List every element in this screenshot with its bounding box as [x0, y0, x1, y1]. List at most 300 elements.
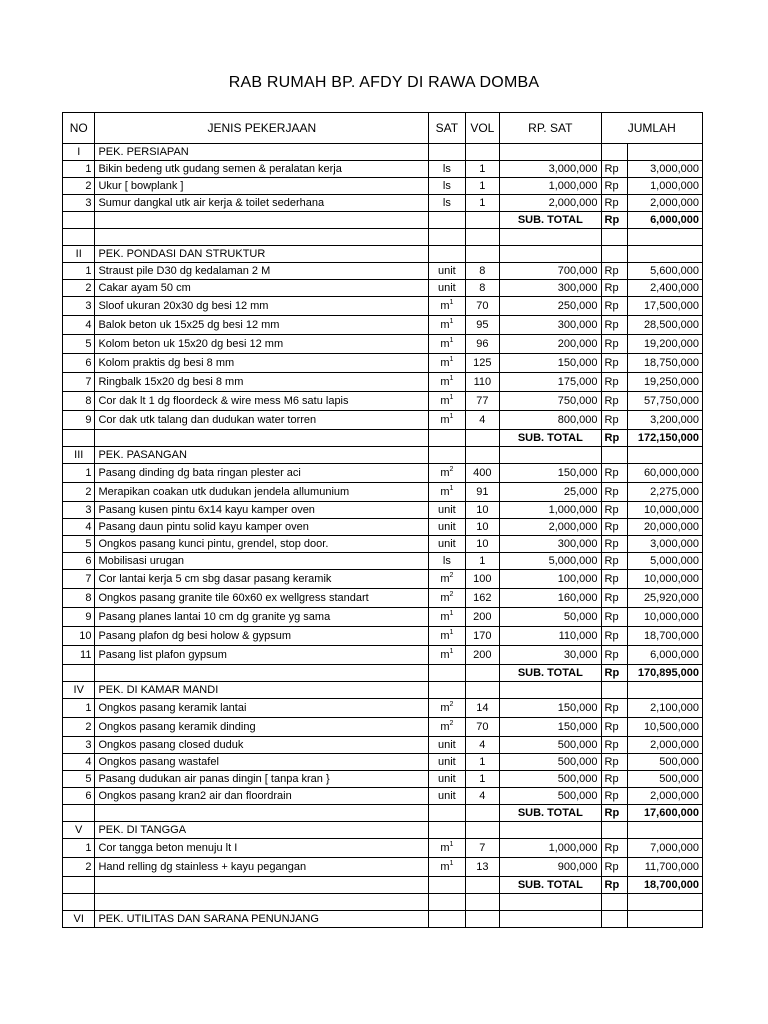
- unit-label: ls: [442, 555, 451, 567]
- empty-cell: [429, 805, 466, 822]
- table-row: [63, 297, 703, 316]
- item-unit: [429, 737, 466, 754]
- section-number: IV: [63, 682, 95, 699]
- empty-cell: [429, 212, 466, 229]
- table-row: [63, 483, 703, 502]
- unit-exponent: 1: [449, 375, 454, 382]
- empty-cell: [500, 229, 601, 246]
- empty-cell: [500, 246, 601, 263]
- unit-label: m: [440, 649, 450, 661]
- item-total: 6,000,000: [627, 646, 702, 665]
- section-number: VI: [63, 911, 95, 928]
- empty-cell: [63, 229, 95, 246]
- item-total: 5,000,000: [627, 553, 702, 570]
- unit-label: unit: [438, 265, 456, 277]
- currency-label: Rp: [601, 570, 627, 589]
- empty-cell: [500, 894, 601, 911]
- currency-label: Rp: [601, 771, 627, 788]
- item-description: Merapikan coakan utk dudukan jendela allumunium: [95, 483, 429, 502]
- empty-cell: [465, 894, 499, 911]
- item-volume: 162: [465, 589, 499, 608]
- empty-cell: [627, 911, 702, 928]
- table-row: [63, 263, 703, 280]
- table-row: [63, 699, 703, 718]
- item-total: 2,000,000: [627, 195, 702, 212]
- item-no: 8: [63, 392, 95, 411]
- item-unit: [429, 699, 466, 718]
- table-row: [63, 771, 703, 788]
- empty-cell: [465, 144, 499, 161]
- unit-exponent: 1: [449, 337, 454, 344]
- empty-cell: [500, 911, 601, 928]
- unit-label: unit: [438, 282, 456, 294]
- item-unit: [429, 754, 466, 771]
- currency-label: Rp: [601, 553, 627, 570]
- item-description: Hand relling dg stainless + kayu pegangan: [95, 858, 429, 877]
- item-total: 10,000,000: [627, 608, 702, 627]
- unit-label: unit: [438, 538, 456, 550]
- unit-label: m: [440, 395, 450, 407]
- unit-label: m: [440, 376, 450, 388]
- item-volume: 7: [465, 839, 499, 858]
- item-description: Pasang plafon dg besi holow & gypsum: [95, 627, 429, 646]
- currency-label: Rp: [601, 297, 627, 316]
- section-number: V: [63, 822, 95, 839]
- unit-exponent: 2: [449, 591, 454, 598]
- item-no: 1: [63, 263, 95, 280]
- item-unit-price: 150,000: [500, 354, 601, 373]
- item-volume: 13: [465, 858, 499, 877]
- item-unit-price: 25,000: [500, 483, 601, 502]
- unit-exponent: 1: [449, 648, 454, 655]
- rab-table: [62, 112, 703, 928]
- item-no: 2: [63, 280, 95, 297]
- currency-label: Rp: [601, 280, 627, 297]
- currency-label: Rp: [601, 788, 627, 805]
- header-row: [63, 113, 703, 144]
- table-row: [63, 553, 703, 570]
- item-volume: 14: [465, 699, 499, 718]
- currency-label: Rp: [601, 519, 627, 536]
- table-row: [63, 161, 703, 178]
- empty-cell: [627, 229, 702, 246]
- empty-cell: [63, 894, 95, 911]
- table-row: [63, 718, 703, 737]
- empty-cell: [627, 682, 702, 699]
- item-unit-price: 200,000: [500, 335, 601, 354]
- item-description: Pasang list plafon gypsum: [95, 646, 429, 665]
- item-description: Cor lantai kerja 5 cm sbg dasar pasang keramik: [95, 570, 429, 589]
- item-total: 2,100,000: [627, 699, 702, 718]
- item-unit-price: 800,000: [500, 411, 601, 430]
- item-description: Ongkos pasang keramik lantai: [95, 699, 429, 718]
- section-row: [63, 822, 703, 839]
- table-row: [63, 737, 703, 754]
- item-no: 1: [63, 699, 95, 718]
- unit-label: m: [440, 486, 450, 498]
- currency-label: Rp: [601, 536, 627, 553]
- table-row: [63, 178, 703, 195]
- empty-cell: [601, 144, 627, 161]
- unit-label: m: [440, 338, 450, 350]
- table-row: [63, 519, 703, 536]
- item-volume: 8: [465, 280, 499, 297]
- item-unit-price: 500,000: [500, 788, 601, 805]
- item-unit-price: 900,000: [500, 858, 601, 877]
- empty-cell: [429, 682, 466, 699]
- item-unit-price: 700,000: [500, 263, 601, 280]
- item-no: 5: [63, 771, 95, 788]
- item-description: Ukur [ bowplank ]: [95, 178, 429, 195]
- item-unit: [429, 392, 466, 411]
- item-no: 3: [63, 737, 95, 754]
- item-volume: 125: [465, 354, 499, 373]
- currency-label: Rp: [601, 699, 627, 718]
- item-no: 5: [63, 536, 95, 553]
- item-unit: [429, 858, 466, 877]
- item-no: 6: [63, 553, 95, 570]
- item-total: 2,000,000: [627, 737, 702, 754]
- item-description: Kolom beton uk 15x20 dg besi 12 mm: [95, 335, 429, 354]
- item-description: Ringbalk 15x20 dg besi 8 mm: [95, 373, 429, 392]
- item-unit: [429, 839, 466, 858]
- currency-label: Rp: [601, 195, 627, 212]
- unit-exponent: 2: [449, 701, 454, 708]
- empty-cell: [500, 447, 601, 464]
- item-unit-price: 300,000: [500, 280, 601, 297]
- item-total: 2,275,000: [627, 483, 702, 502]
- unit-label: m: [440, 300, 450, 312]
- item-description: Ongkos pasang kran2 air dan floordrain: [95, 788, 429, 805]
- item-total: 18,700,000: [627, 627, 702, 646]
- item-no: 1: [63, 161, 95, 178]
- currency-label: Rp: [601, 665, 627, 682]
- empty-cell: [601, 246, 627, 263]
- section-number: II: [63, 246, 95, 263]
- item-unit-price: 100,000: [500, 570, 601, 589]
- item-volume: 170: [465, 627, 499, 646]
- item-volume: 100: [465, 570, 499, 589]
- item-no: 11: [63, 646, 95, 665]
- item-no: 4: [63, 519, 95, 536]
- unit-label: m: [440, 842, 450, 854]
- empty-cell: [429, 144, 466, 161]
- empty-cell: [601, 229, 627, 246]
- currency-label: Rp: [601, 316, 627, 335]
- item-description: Pasang planes lantai 10 cm dg granite yg sama: [95, 608, 429, 627]
- unit-exponent: 1: [449, 860, 454, 867]
- unit-exponent: 1: [449, 629, 454, 636]
- currency-label: Rp: [601, 737, 627, 754]
- item-total: 10,500,000: [627, 718, 702, 737]
- item-total: 10,000,000: [627, 570, 702, 589]
- item-total: 2,400,000: [627, 280, 702, 297]
- item-unit: [429, 483, 466, 502]
- item-no: 7: [63, 373, 95, 392]
- subtotal-value: 6,000,000: [627, 212, 702, 229]
- item-total: 3,000,000: [627, 161, 702, 178]
- item-description: Bikin bedeng utk gudang semen & peralatan kerja: [95, 161, 429, 178]
- empty-cell: [601, 911, 627, 928]
- section-title: PEK. DI TANGGA: [95, 822, 429, 839]
- item-no: 3: [63, 195, 95, 212]
- header-sat: SAT: [429, 113, 466, 144]
- item-description: Kolom praktis dg besi 8 mm: [95, 354, 429, 373]
- item-description: Balok beton uk 15x25 dg besi 12 mm: [95, 316, 429, 335]
- item-unit: [429, 570, 466, 589]
- table-row: [63, 754, 703, 771]
- header-jenis-pekerjaan: JENIS PEKERJAAN: [95, 113, 429, 144]
- unit-label: m: [440, 592, 450, 604]
- item-total: 3,000,000: [627, 536, 702, 553]
- item-volume: 1: [465, 754, 499, 771]
- unit-exponent: 1: [449, 485, 454, 492]
- empty-cell: [465, 447, 499, 464]
- item-total: 17,500,000: [627, 297, 702, 316]
- empty-cell: [465, 665, 499, 682]
- unit-label: unit: [438, 756, 456, 768]
- section-row: [63, 682, 703, 699]
- unit-label: ls: [442, 197, 451, 209]
- subtotal-row: [63, 877, 703, 894]
- section-title: PEK. PASANGAN: [95, 447, 429, 464]
- item-no: 10: [63, 627, 95, 646]
- unit-label: unit: [438, 739, 456, 751]
- item-unit-price: 5,000,000: [500, 553, 601, 570]
- unit-label: m: [440, 861, 450, 873]
- item-total: 19,250,000: [627, 373, 702, 392]
- item-unit: [429, 718, 466, 737]
- currency-label: Rp: [601, 430, 627, 447]
- item-total: 28,500,000: [627, 316, 702, 335]
- empty-cell: [627, 894, 702, 911]
- empty-cell: [627, 246, 702, 263]
- subtotal-row: [63, 665, 703, 682]
- subtotal-value: 18,700,000: [627, 877, 702, 894]
- currency-label: Rp: [601, 805, 627, 822]
- item-description: Sumur dangkal utk air kerja & toilet sederhana: [95, 195, 429, 212]
- table-row: [63, 373, 703, 392]
- item-total: 1,000,000: [627, 178, 702, 195]
- item-volume: 70: [465, 718, 499, 737]
- unit-label: ls: [442, 180, 451, 192]
- item-total: 2,000,000: [627, 788, 702, 805]
- table-row: [63, 858, 703, 877]
- item-no: 5: [63, 335, 95, 354]
- item-unit: [429, 354, 466, 373]
- header-no: NO: [63, 113, 95, 144]
- item-description: Cakar ayam 50 cm: [95, 280, 429, 297]
- table-row: [63, 316, 703, 335]
- item-unit: [429, 263, 466, 280]
- item-unit-price: 160,000: [500, 589, 601, 608]
- section-row: [63, 911, 703, 928]
- item-unit-price: 150,000: [500, 464, 601, 483]
- item-no: 3: [63, 502, 95, 519]
- table-row: [63, 464, 703, 483]
- unit-label: m: [440, 319, 450, 331]
- item-unit-price: 110,000: [500, 627, 601, 646]
- empty-cell: [429, 894, 466, 911]
- unit-label: unit: [438, 790, 456, 802]
- item-description: Mobilisasi urugan: [95, 553, 429, 570]
- item-volume: 110: [465, 373, 499, 392]
- empty-cell: [465, 430, 499, 447]
- table-row: [63, 392, 703, 411]
- section-row: [63, 447, 703, 464]
- item-unit: [429, 771, 466, 788]
- item-unit-price: 50,000: [500, 608, 601, 627]
- item-unit: [429, 178, 466, 195]
- item-volume: 4: [465, 737, 499, 754]
- unit-label: unit: [438, 773, 456, 785]
- item-volume: 200: [465, 646, 499, 665]
- section-title: PEK. DI KAMAR MANDI: [95, 682, 429, 699]
- currency-label: Rp: [601, 877, 627, 894]
- item-no: 2: [63, 483, 95, 502]
- item-no: 1: [63, 839, 95, 858]
- empty-cell: [429, 447, 466, 464]
- item-volume: 10: [465, 536, 499, 553]
- item-total: 57,750,000: [627, 392, 702, 411]
- item-unit: [429, 411, 466, 430]
- empty-cell: [95, 877, 429, 894]
- item-description: Sloof ukuran 20x30 dg besi 12 mm: [95, 297, 429, 316]
- empty-cell: [429, 665, 466, 682]
- table-row: [63, 195, 703, 212]
- table-row: [63, 839, 703, 858]
- item-unit-price: 500,000: [500, 771, 601, 788]
- currency-label: Rp: [601, 212, 627, 229]
- header-jumlah: JUMLAH: [601, 113, 702, 144]
- currency-label: Rp: [601, 646, 627, 665]
- item-unit: [429, 373, 466, 392]
- item-total: 500,000: [627, 771, 702, 788]
- item-unit-price: 500,000: [500, 754, 601, 771]
- empty-cell: [601, 447, 627, 464]
- currency-label: Rp: [601, 373, 627, 392]
- rab-body: [63, 144, 703, 928]
- currency-label: Rp: [601, 608, 627, 627]
- currency-label: Rp: [601, 392, 627, 411]
- item-unit-price: 175,000: [500, 373, 601, 392]
- currency-label: Rp: [601, 464, 627, 483]
- item-unit-price: 1,000,000: [500, 839, 601, 858]
- item-volume: 91: [465, 483, 499, 502]
- table-row: [63, 608, 703, 627]
- empty-cell: [465, 212, 499, 229]
- subtotal-row: [63, 212, 703, 229]
- empty-cell: [95, 212, 429, 229]
- item-unit-price: 750,000: [500, 392, 601, 411]
- item-volume: 77: [465, 392, 499, 411]
- unit-label: ls: [442, 163, 451, 175]
- table-row: [63, 646, 703, 665]
- subtotal-label: SUB. TOTAL: [500, 430, 601, 447]
- currency-label: Rp: [601, 754, 627, 771]
- item-no: 4: [63, 754, 95, 771]
- empty-cell: [465, 911, 499, 928]
- item-volume: 70: [465, 297, 499, 316]
- item-total: 19,200,000: [627, 335, 702, 354]
- currency-label: Rp: [601, 411, 627, 430]
- table-row: [63, 335, 703, 354]
- empty-cell: [429, 229, 466, 246]
- table-row: [63, 570, 703, 589]
- item-unit-price: 1,000,000: [500, 178, 601, 195]
- item-no: 9: [63, 411, 95, 430]
- item-unit: [429, 519, 466, 536]
- unit-label: m: [440, 467, 450, 479]
- item-unit: [429, 297, 466, 316]
- empty-cell: [627, 144, 702, 161]
- currency-label: Rp: [601, 354, 627, 373]
- unit-label: m: [440, 702, 450, 714]
- item-no: 6: [63, 354, 95, 373]
- item-unit-price: 150,000: [500, 718, 601, 737]
- item-total: 500,000: [627, 754, 702, 771]
- empty-cell: [601, 894, 627, 911]
- currency-label: Rp: [601, 718, 627, 737]
- unit-exponent: 1: [449, 413, 454, 420]
- empty-cell: [63, 877, 95, 894]
- empty-cell: [465, 877, 499, 894]
- unit-label: m: [440, 573, 450, 585]
- item-description: Pasang kusen pintu 6x14 kayu kamper oven: [95, 502, 429, 519]
- empty-cell: [63, 430, 95, 447]
- item-no: 3: [63, 297, 95, 316]
- item-volume: 10: [465, 502, 499, 519]
- empty-cell: [601, 822, 627, 839]
- section-title: PEK. PONDASI DAN STRUKTUR: [95, 246, 429, 263]
- currency-label: Rp: [601, 335, 627, 354]
- empty-cell: [63, 665, 95, 682]
- empty-cell: [465, 822, 499, 839]
- table-row: [63, 627, 703, 646]
- spacer-row: [63, 894, 703, 911]
- currency-label: Rp: [601, 839, 627, 858]
- empty-cell: [95, 665, 429, 682]
- item-total: 11,700,000: [627, 858, 702, 877]
- empty-cell: [429, 822, 466, 839]
- spacer-row: [63, 229, 703, 246]
- item-total: 20,000,000: [627, 519, 702, 536]
- empty-cell: [465, 229, 499, 246]
- item-unit: [429, 161, 466, 178]
- item-total: 7,000,000: [627, 839, 702, 858]
- empty-cell: [500, 822, 601, 839]
- currency-label: Rp: [601, 627, 627, 646]
- item-no: 1: [63, 464, 95, 483]
- item-unit: [429, 608, 466, 627]
- unit-label: m: [440, 630, 450, 642]
- item-no: 2: [63, 178, 95, 195]
- item-unit: [429, 195, 466, 212]
- unit-exponent: 1: [449, 318, 454, 325]
- table-row: [63, 502, 703, 519]
- unit-exponent: 2: [449, 720, 454, 727]
- item-volume: 400: [465, 464, 499, 483]
- section-number: I: [63, 144, 95, 161]
- subtotal-value: 172,150,000: [627, 430, 702, 447]
- empty-cell: [95, 894, 429, 911]
- section-number: III: [63, 447, 95, 464]
- empty-cell: [500, 682, 601, 699]
- empty-cell: [465, 246, 499, 263]
- table-row: [63, 354, 703, 373]
- item-volume: 4: [465, 411, 499, 430]
- subtotal-label: SUB. TOTAL: [500, 877, 601, 894]
